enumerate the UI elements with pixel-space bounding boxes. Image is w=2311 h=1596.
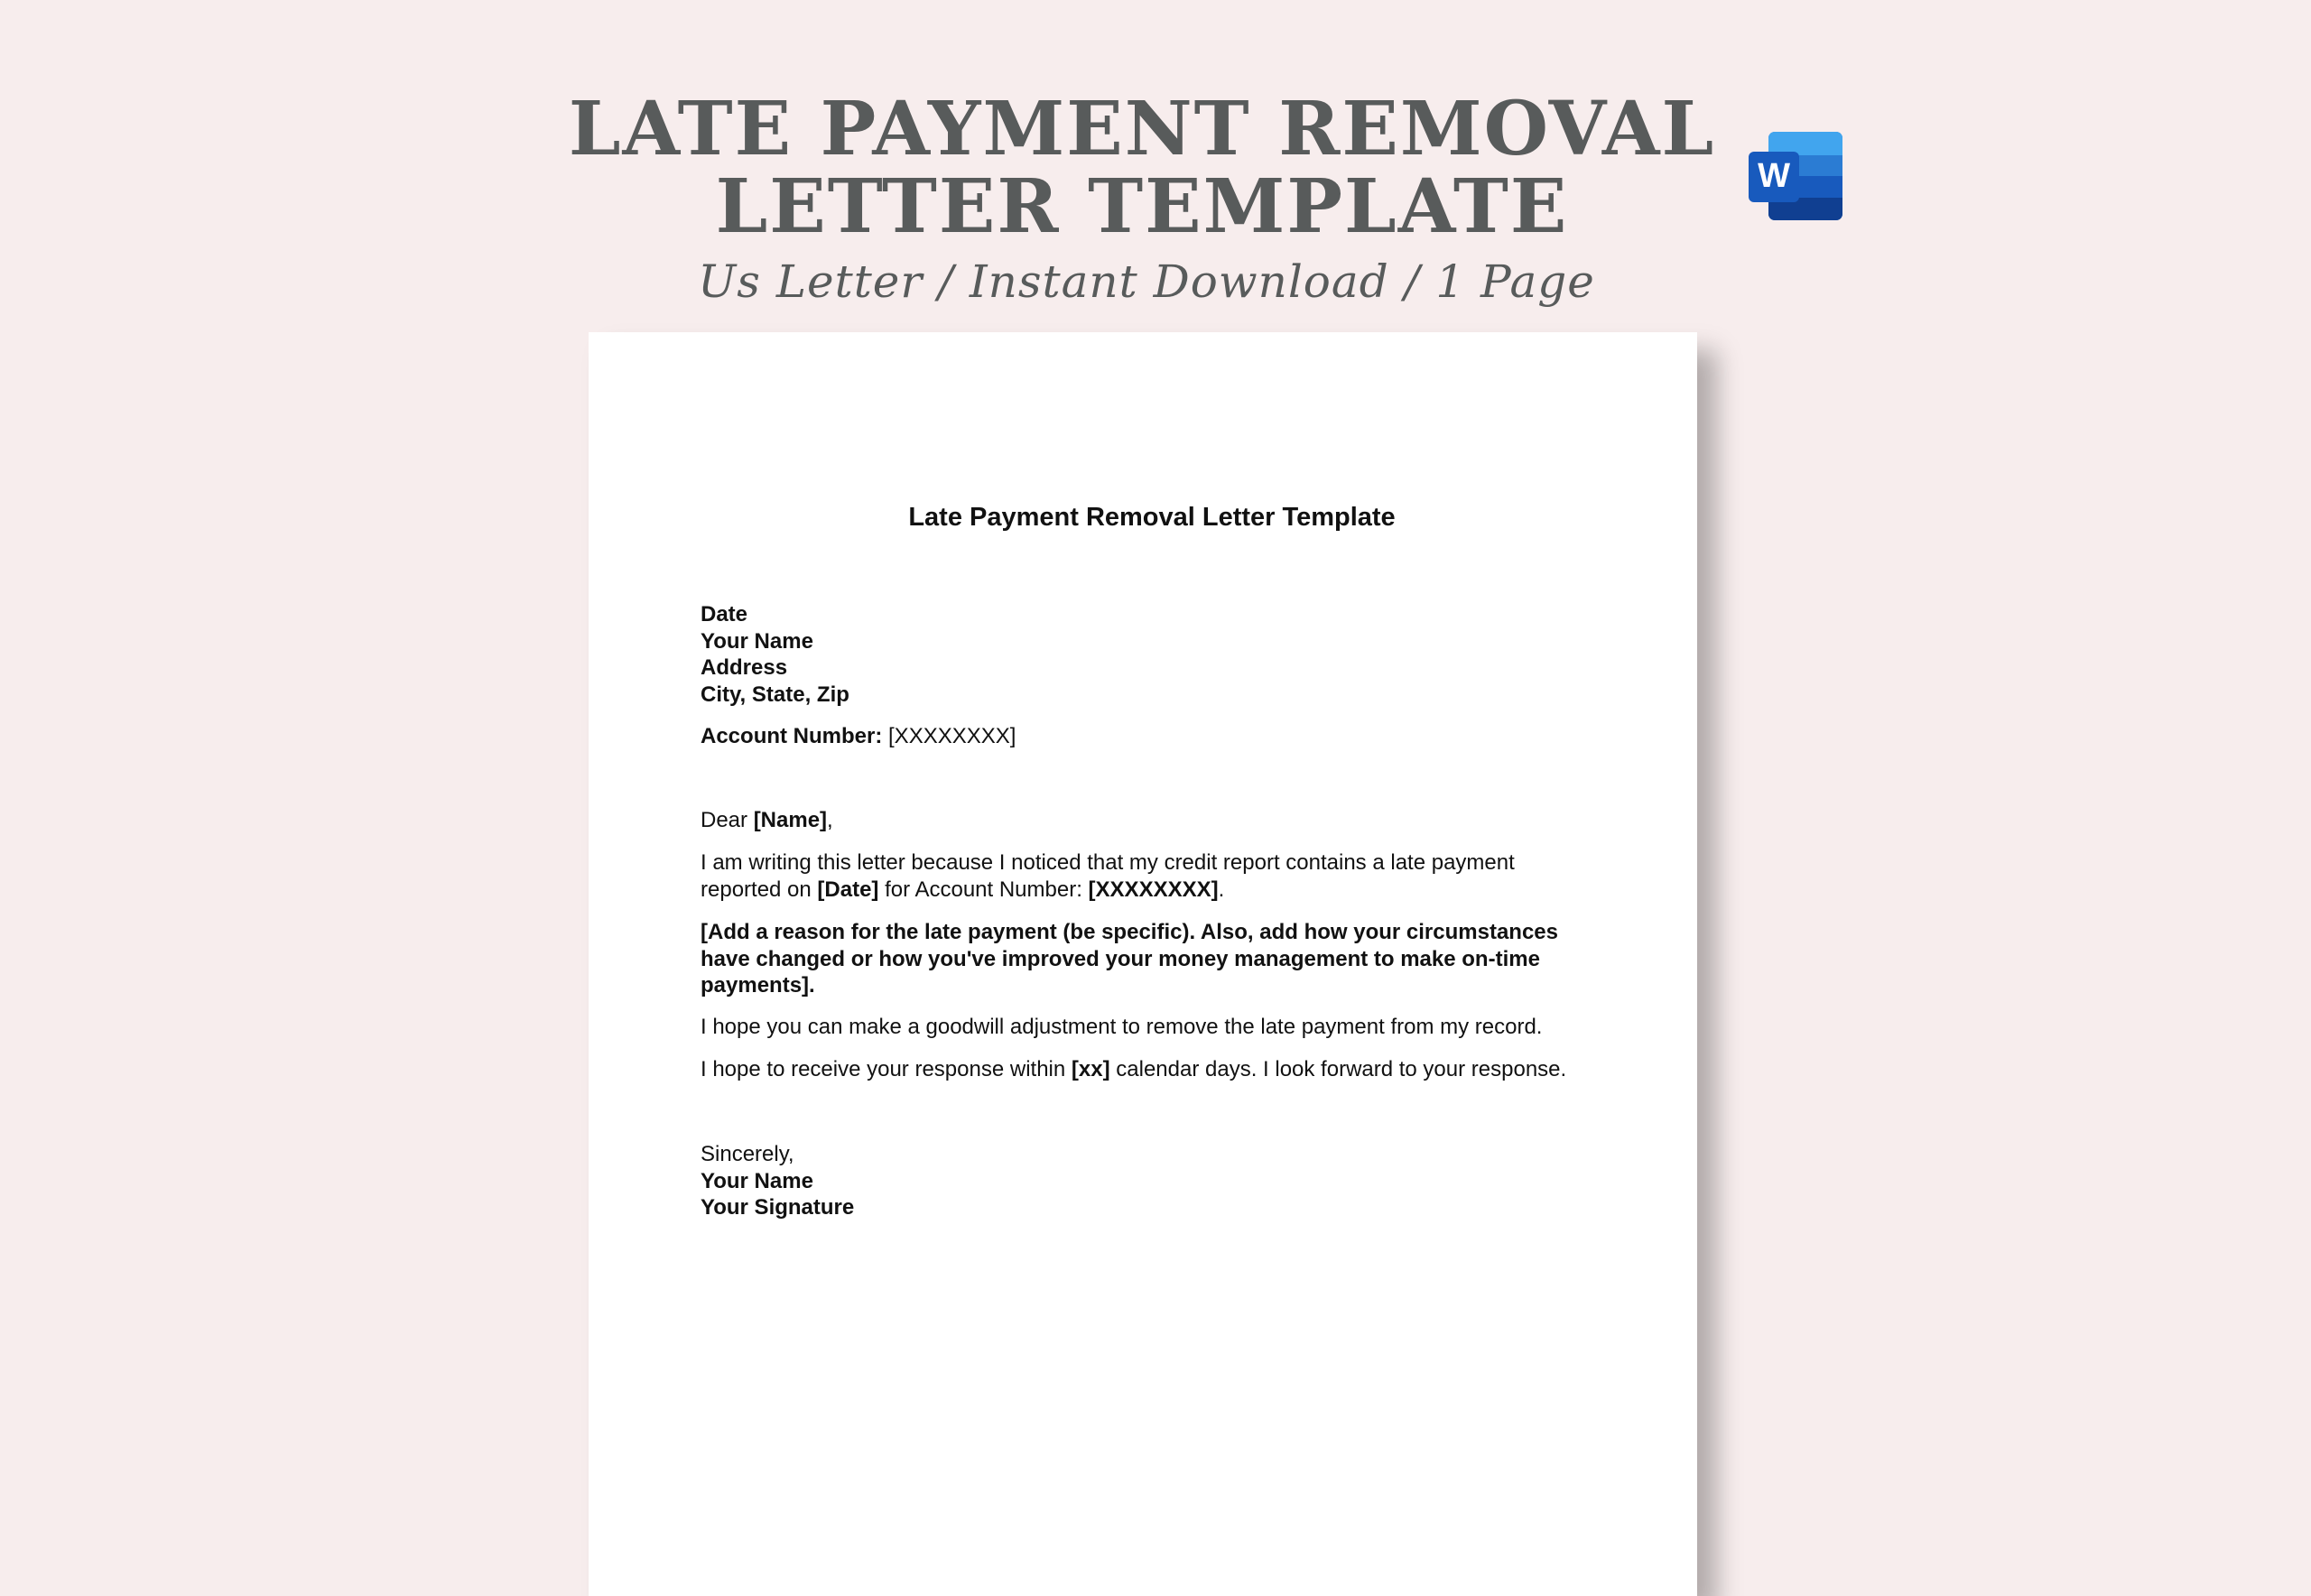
salutation-suffix: , xyxy=(827,808,833,832)
account-number-value: [XXXXXXXX] xyxy=(882,724,1016,748)
paragraph-late-payment xyxy=(701,849,1603,903)
hero-title-line-2: LETTER TEMPLATE xyxy=(715,163,1569,250)
paragraph-reason-placeholder xyxy=(701,919,1603,999)
reason-line-2: have changed or how you've improved your money management to make on-time xyxy=(701,946,1540,971)
microsoft-word-icon xyxy=(1749,132,1842,220)
closing-block xyxy=(701,1141,1603,1221)
salutation xyxy=(701,807,1603,834)
sender-city-state-zip: City, State, Zip xyxy=(701,682,849,707)
closing-valediction: Sincerely, xyxy=(701,1142,794,1166)
paragraph-late-payment-line-1: I am writing this letter because I noticed that my credit report contains a late payment xyxy=(701,850,1515,875)
paragraph-goodwill: I hope you can make a goodwill adjustment to remove the late payment from my record. xyxy=(701,1015,1543,1039)
hero-title-line-1: LATE PAYMENT REMOVAL xyxy=(568,86,1716,172)
account-number-label: Account Number: xyxy=(701,724,883,748)
paragraph-response xyxy=(701,1056,1603,1083)
salutation-name: [Name] xyxy=(753,808,828,832)
account-placeholder: [XXXXXXXX] xyxy=(1088,877,1219,902)
date-placeholder: [Date] xyxy=(817,877,879,902)
reason-line-3: payments]. xyxy=(701,973,815,998)
days-placeholder: [xx] xyxy=(1071,1057,1110,1081)
text-response-within: I hope to receive your response within xyxy=(701,1057,1072,1081)
word-icon-letter: W xyxy=(1758,157,1790,195)
text-calendar-days: calendar days. I look forward to your response. xyxy=(1109,1057,1567,1081)
closing-name: Your Name xyxy=(701,1168,813,1193)
sender-address: Address xyxy=(701,655,788,680)
text-reported-on: reported on xyxy=(701,877,818,902)
hero-subtitle: Us Letter / Instant Download / 1 Page xyxy=(698,255,1595,308)
sender-name: Your Name xyxy=(701,628,813,654)
sender-block xyxy=(701,601,1603,708)
hero-title xyxy=(0,86,2284,250)
reason-line-1: [Add a reason for the late payment (be specific). Also, add how your circumstances xyxy=(701,920,1559,944)
sender-date: Date xyxy=(701,602,748,626)
text-period: . xyxy=(1218,877,1225,902)
salutation-prefix: Dear xyxy=(701,808,754,832)
paragraph-late-payment-line-2 xyxy=(701,877,1603,904)
document-title: Late Payment Removal Letter Template xyxy=(908,503,1396,532)
document-page xyxy=(589,332,1697,1596)
closing-signature: Your Signature xyxy=(701,1195,855,1220)
text-for-account: for Account Number: xyxy=(878,877,1089,902)
account-number-line xyxy=(701,723,1603,750)
